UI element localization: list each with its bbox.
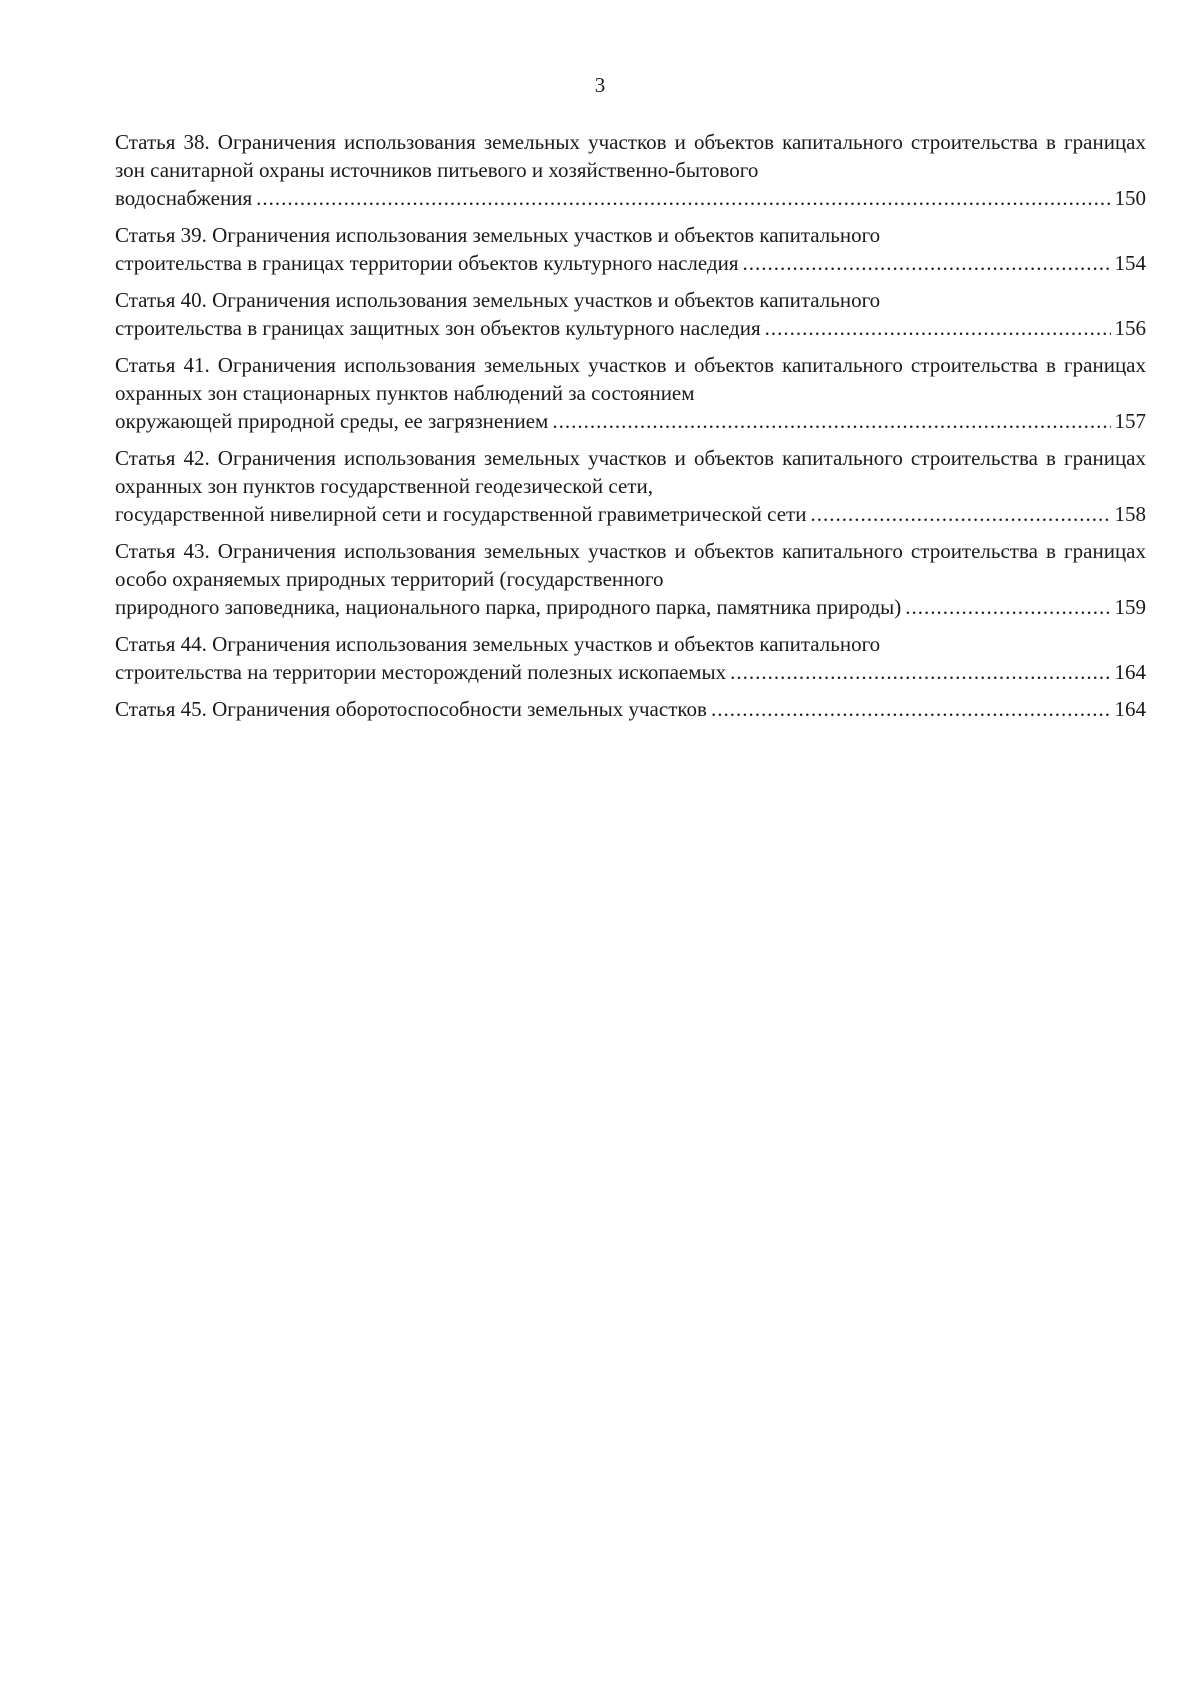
toc-page-number: 159	[1114, 595, 1146, 619]
toc-entry-last-line	[115, 314, 1146, 342]
toc-entry-last-line	[115, 407, 1146, 435]
toc-entry-tail: водоснабжения	[115, 186, 253, 210]
toc-page-number: 156	[1114, 316, 1146, 340]
toc-entry-last-line	[115, 500, 1146, 528]
dot-leader	[730, 658, 1110, 686]
toc-entry-41[interactable]	[115, 351, 1146, 435]
toc-entry-tail: природного заповедника, национального парка, природного парка, памятника природы)	[115, 595, 902, 619]
toc-entry-text: Статья 41. Ограничения использования земельных участков и объектов капитального строительства в границах охранных зон стационарных пунктов наблюдений за состоянием	[115, 353, 1146, 405]
toc-entry-tail: окружающей природной среды, ее загрязнением	[115, 409, 549, 433]
toc-page-number: 157	[1114, 409, 1146, 433]
toc-entry-last-line	[115, 249, 1146, 277]
toc-entry-tail: строительства в границах территории объектов культурного наследия	[115, 251, 739, 275]
dot-leader	[552, 407, 1110, 435]
dot-leader	[765, 314, 1111, 342]
toc-entry-last-line	[115, 184, 1146, 212]
toc-entry-text: Статья 39. Ограничения использования земельных участков и объектов капитального	[115, 223, 881, 247]
toc-entry-last-line	[115, 658, 1146, 686]
dot-leader	[905, 593, 1110, 621]
toc-page-number: 164	[1114, 697, 1146, 721]
toc-entry-43[interactable]	[115, 537, 1146, 621]
dot-leader	[256, 184, 1110, 212]
toc-page-number: 158	[1114, 502, 1146, 526]
toc-page-number: 150	[1114, 186, 1146, 210]
toc-entry-40[interactable]	[115, 286, 1146, 342]
toc-entry-44[interactable]	[115, 630, 1146, 686]
toc-entry-text: Статья 40. Ограничения использования земельных участков и объектов капитального	[115, 288, 881, 312]
toc-entry-42[interactable]	[115, 444, 1146, 528]
dot-leader	[743, 249, 1111, 277]
toc-entry-text: Статья 38. Ограничения использования земельных участков и объектов капитального строительства в границах зон санитарной охраны источников питьевого и хозяйственно-бытового	[115, 130, 1146, 182]
toc-page-number: 164	[1114, 660, 1146, 684]
dot-leader	[711, 695, 1111, 723]
toc-entry-tail: строительства в границах защитных зон объектов культурного наследия	[115, 316, 761, 340]
toc-entry-last-line	[115, 593, 1146, 621]
toc-entry-text: Статья 43. Ограничения использования земельных участков и объектов капитального строительства в границах особо охраняемых природных территорий (государственного	[115, 539, 1146, 591]
toc-entry-last-line	[115, 695, 1146, 723]
toc-entry-38[interactable]	[115, 128, 1146, 212]
page-number: 3	[594, 73, 606, 97]
toc-page-number: 154	[1114, 251, 1146, 275]
toc-entry-tail: государственной нивелирной сети и государственной гравиметрической сети	[115, 502, 807, 526]
toc-entry-tail: Статья 45. Ограничения оборотоспособности земельных участков	[115, 697, 707, 721]
toc-entry-39[interactable]	[115, 221, 1146, 277]
dot-leader	[810, 500, 1110, 528]
toc-entry-text: Статья 42. Ограничения использования земельных участков и объектов капитального строительства в границах охранных зон пунктов государственной геодезической сети,	[115, 446, 1146, 498]
toc-entry-text: Статья 44. Ограничения использования земельных участков и объектов капитального	[115, 632, 881, 656]
toc-entry-45[interactable]	[115, 695, 1146, 723]
toc-entry-tail: строительства на территории месторождений полезных ископаемых	[115, 660, 727, 684]
table-of-contents	[115, 128, 1146, 732]
